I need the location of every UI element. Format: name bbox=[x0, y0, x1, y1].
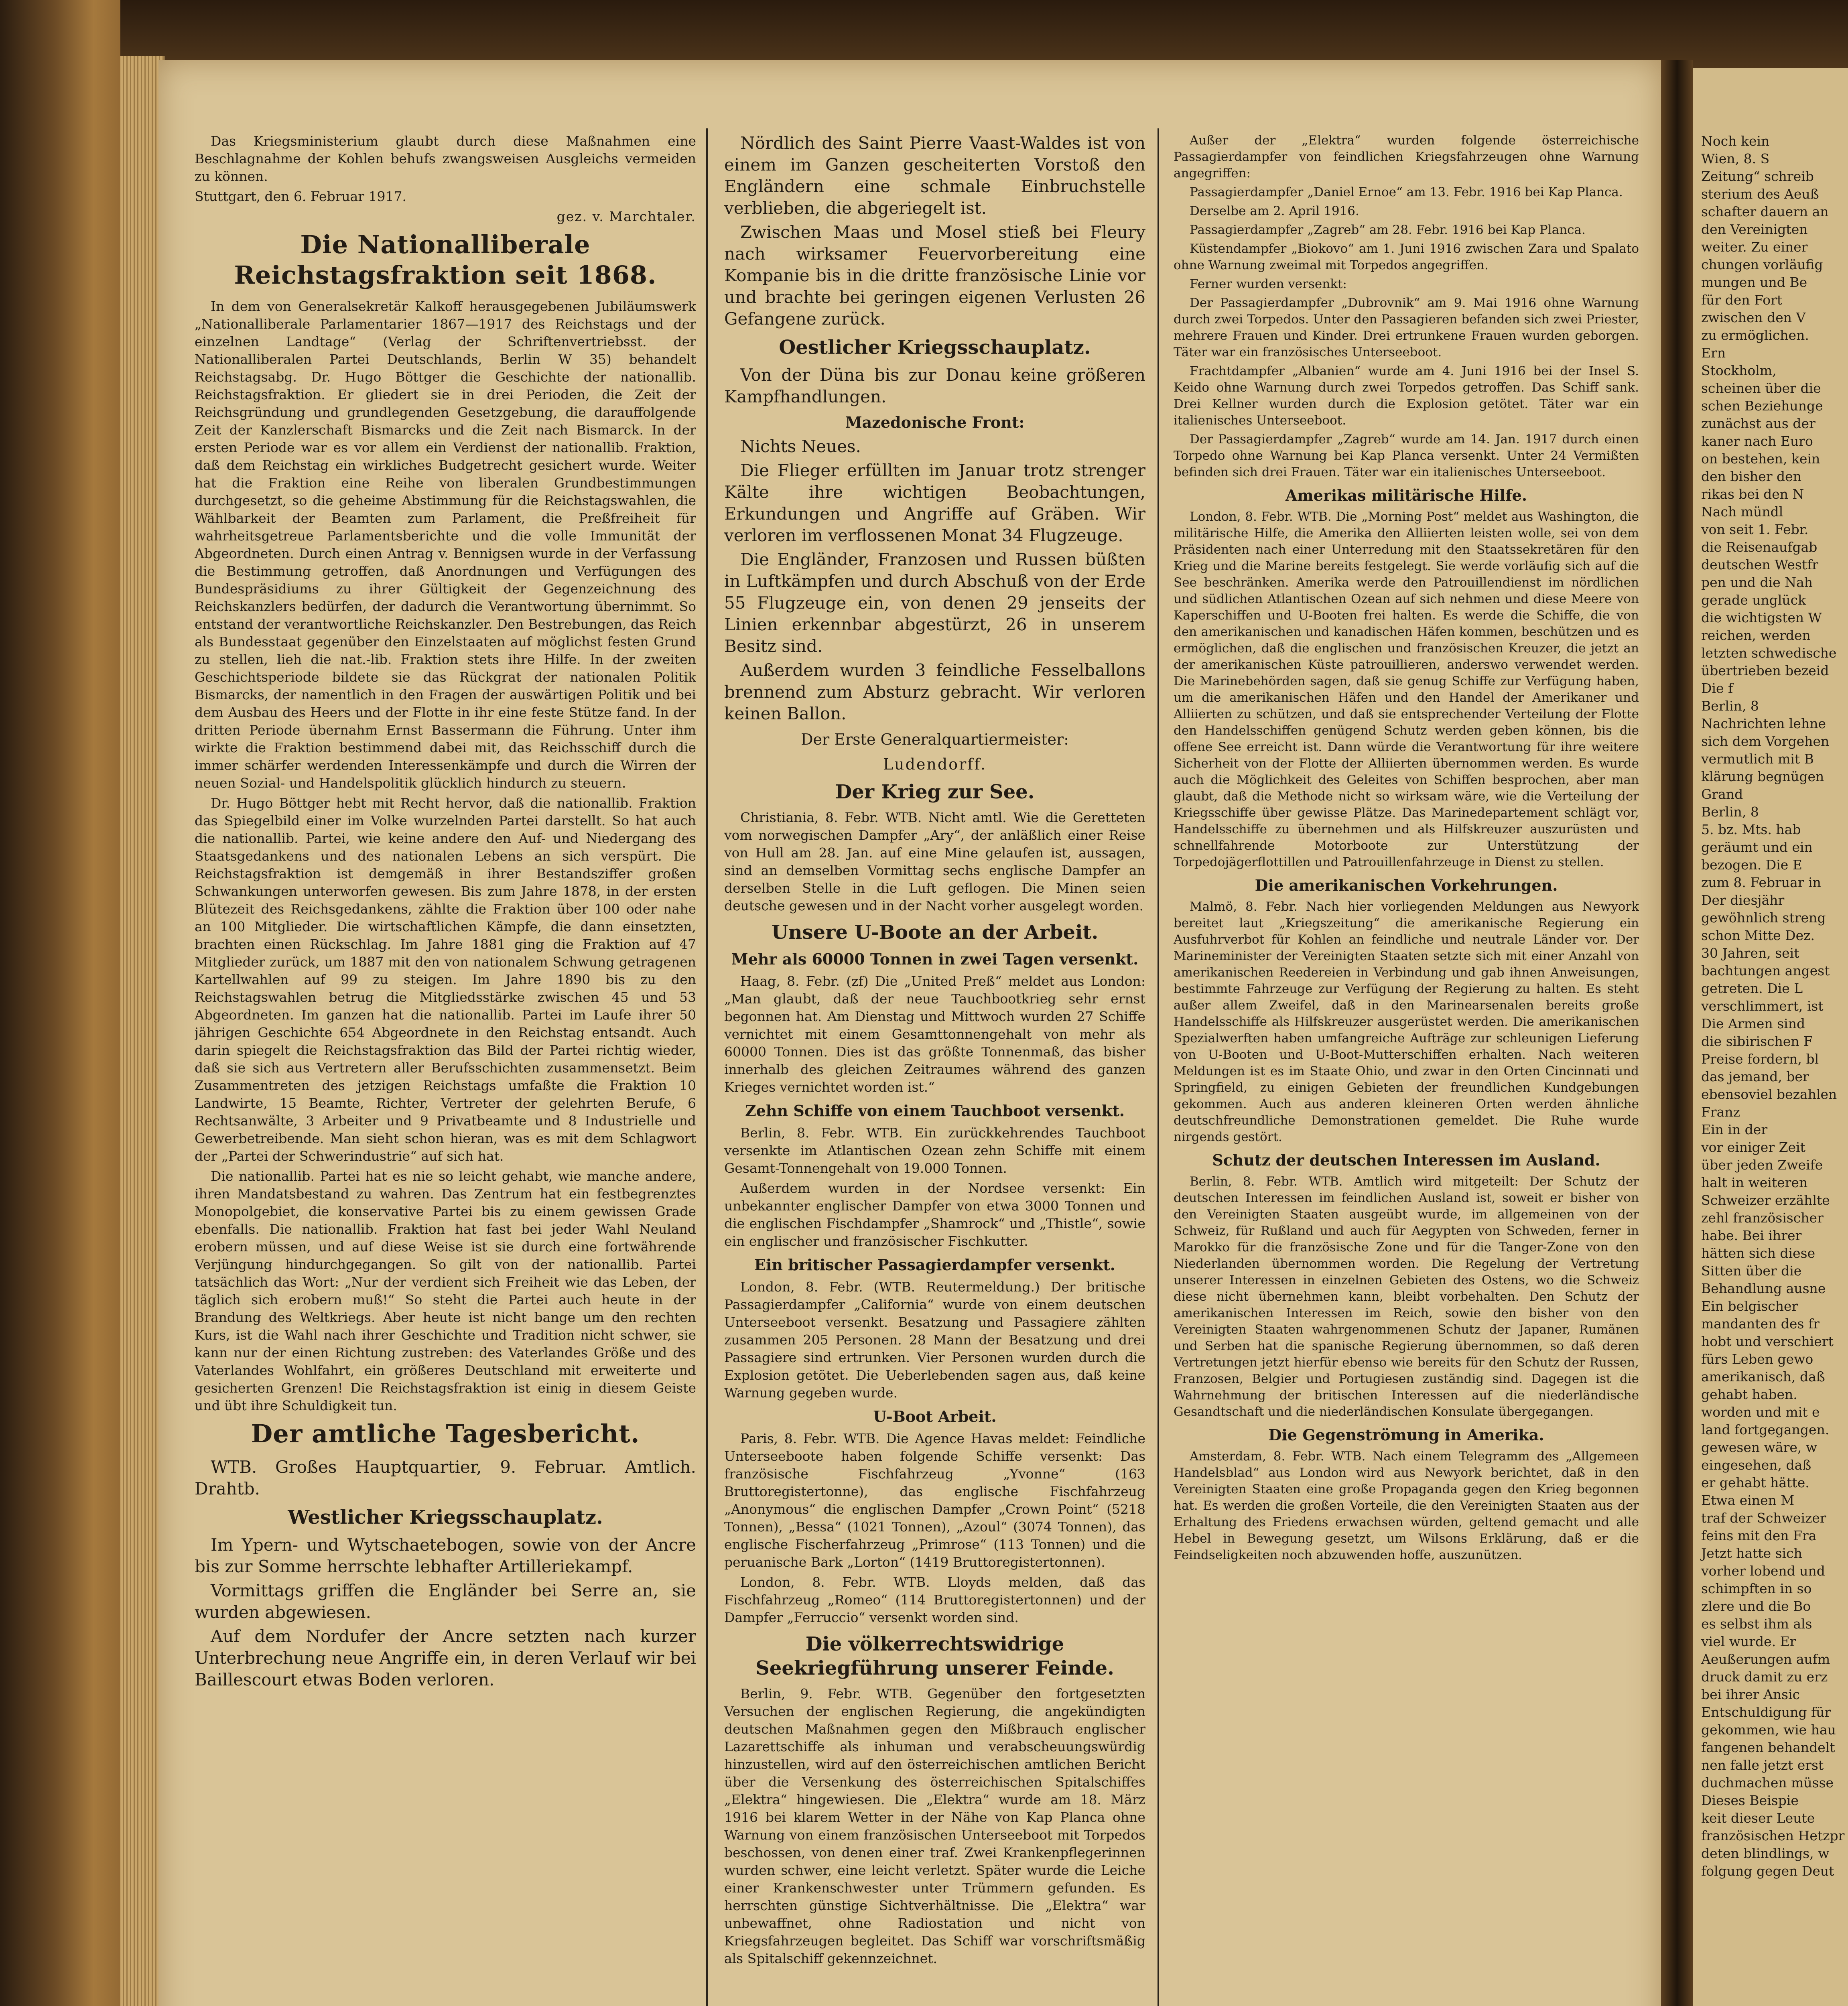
passenger-intro: Außer der „Elektra“ wurden folgende österreichische Passagierdampfer von feindlichen Kriegsfahrzeugen ohne Warnung angegriffen: bbox=[1174, 133, 1639, 181]
uboot-arbeit-paragraph: Paris, 8. Febr. WTB. Die Agence Havas meldet: Feindliche Unterseeboote haben folgende Schiffe versenkt: Das französische Fischfahrzeug „Yvonne“ (163 Bruttoregistertonne), das englische Fischfahrzeug „Anonymous“ die englischen Dampfer „Crown Point“ (5218 Tonnen), „Bessa“ (1021 Tonnen), „Azoul“ (3074 Tonnen), das englische Fischerfahrzeug „Primrose“ (113 Tonnen) und die peruanische Bark „Lorton“ (1419 Bruttoregistertonnen). bbox=[724, 1431, 1145, 1570]
west-front-title: Westlicher Kriegsschauplatz. bbox=[288, 1506, 603, 1529]
facing-page-line: die wichtigsten W bbox=[1701, 610, 1822, 625]
zehn-schiffe-paragraph-2: Außerdem wurden in der Nordsee versenkt: Ein unbekannter englischer Dampfer von etwa 3000 Tonnen und die englischen Fischdampfer „Shamrock“ und „Thistle“, sowie ein englischer und französischer Fischkutter. bbox=[724, 1180, 1145, 1249]
report-paragraph: Zwischen Maas und Mosel stieß bei Fleury nach wirksamer Feuervorbereitung eine Kompanie bis in die dritte französische Linie vor und brachte bei geringen eigenen Verlusten 26 Gefangene zurück. bbox=[724, 222, 1145, 329]
facing-page-line: es selbst ihm als bbox=[1701, 1616, 1812, 1632]
signature: gez. v. Marchtaler. bbox=[556, 209, 696, 224]
facing-page-line: Nach mündl bbox=[1701, 504, 1783, 520]
intro-paragraph: Das Kriegsministerium glaubt durch diese Maßnahmen eine Beschlagnahme der Kohlen behufs zwangsweisen Ausgleichs vermeiden zu können. bbox=[195, 133, 696, 184]
uboot-subtitle: Mehr als 60000 Tonnen in zwei Tagen versenkt. bbox=[731, 950, 1139, 968]
facing-page-line: hobt und verschiert bbox=[1701, 1334, 1834, 1349]
west-paragraph: Vormittags griffen die Engländer bei Serre an, sie wurden abgewiesen. bbox=[195, 1581, 696, 1622]
facing-page-line: Nachrichten lehne bbox=[1701, 716, 1826, 731]
facing-page-line: schimpften in so bbox=[1701, 1581, 1812, 1596]
facing-page-line: fürs Leben gewo bbox=[1701, 1351, 1813, 1367]
facing-page-line: geräumt und ein bbox=[1701, 839, 1813, 855]
facing-page-line: französischen Hetzpr bbox=[1701, 1828, 1845, 1844]
column-1 bbox=[195, 132, 696, 2006]
facing-page-line: Der diesjähr bbox=[1701, 892, 1785, 908]
facing-page-line: er gehabt hätte. bbox=[1701, 1475, 1809, 1490]
sea-war-title: Der Krieg zur See. bbox=[835, 781, 1035, 803]
passenger-list-item: Der Passagierdampfer „Zagreb“ wurde am 14. Jan. 1917 durch einen Torpedo ohne Warnung bei Kap Planca versenkt. Unter 24 Vermißten befinden sich drei Frauen. Täter war ein italienisches Unterseeboot. bbox=[1174, 432, 1639, 479]
facing-page-line: vor einiger Zeit bbox=[1701, 1139, 1805, 1155]
facing-page-line: zehl französischer bbox=[1701, 1210, 1824, 1226]
facing-page-line: 5. bz. Mts. hab bbox=[1701, 822, 1801, 837]
america-preparations-title: Die amerikanischen Vorkehrungen. bbox=[1255, 876, 1558, 894]
facing-page-line: verschlimmert, ist bbox=[1701, 998, 1824, 1014]
british-steamer-title: Ein britischer Passagierdampfer versenkt. bbox=[754, 1256, 1115, 1274]
facing-page-line: von seit 1. Febr. bbox=[1701, 522, 1809, 537]
facing-page-line: Wien, 8. S bbox=[1701, 151, 1770, 166]
facing-page-line: Franz bbox=[1701, 1104, 1740, 1120]
facing-page-line: bachtungen angest bbox=[1701, 963, 1830, 979]
facing-page-line: Entschuldigung für bbox=[1701, 1704, 1831, 1720]
quartermaster-title: Der Erste Generalquartiermeister: bbox=[801, 731, 1069, 748]
facing-page-line: klärung begnügen bbox=[1701, 769, 1824, 784]
facing-page-line: für den Fort bbox=[1701, 292, 1783, 308]
macedonian-paragraph: Nichts Neues. bbox=[740, 437, 861, 456]
voelkerrecht-title: Die völkerrechtswidrige Seekriegführung unserer Feinde. bbox=[755, 1633, 1114, 1679]
zehn-schiffe-paragraph: Berlin, 8. Febr. WTB. Ein zurückkehrendes Tauchboot versenkte im Atlantischen Ozean zehn Schiffe mit einem Gesamt-Tonnengehalt von 19.000 Tonnen. bbox=[724, 1125, 1145, 1176]
east-front-title: Oestlicher Kriegsschauplatz. bbox=[779, 336, 1091, 359]
facing-page-line: schafter dauern an bbox=[1701, 204, 1829, 219]
america-preparations-paragraph: Malmö, 8. Febr. Nach hier vorliegenden Meldungen aus Newyork bereitet laut „Kriegszeitung“ die amerikanische Regierung ein Ausfuhrverbot für Kohlen an feindliche und neutrale Länder vor. Der Marineminister der Vereinigten Staaten setzte sich mit einer Anzahl von amerikanischen Reedereien in Verbindung und gab ihnen Anweisungen, bestimmte Fahrzeuge zur Verfügung der Regierung zu halten. Es steht außer allem Zweifel, daß in den Marinearsenalen bereits große Handelsschiffe als Hilfskreuzer ausgerüstet werden. Die amerikanischen Spezialwerften haben umfangreiche Aufträge zur schleunigen Lieferung von U-Booten und U-Boot-Mutterschiffen erhalten. Nach weiteren Meldungen ist es im Staate Ohio, und zwar in den Orten Cincinnati und Springfield, zu einigen Gebieten der freundlichen Kundgebungen gekommen. Auch aus anderen kleineren Orten werden ähnliche deutschfreundliche Demonstrationen gemeldet. Die Ruhe wurde nirgends gestört. bbox=[1174, 899, 1639, 1144]
passenger-list-item: Passagierdampfer „Zagreb“ am 28. Febr. 1916 bei Kap Planca. bbox=[1190, 223, 1586, 237]
facing-page-line: sich dem Vorgehen bbox=[1701, 733, 1830, 749]
column-rule-2 bbox=[1158, 128, 1159, 2006]
report-title: Der amtliche Tagesbericht. bbox=[251, 1419, 640, 1448]
facing-page-line: den Vereinigten bbox=[1701, 221, 1808, 237]
report-paragraph: Die Flieger erfüllten im Januar trotz strenger Kälte ihre wichtigen Beobachtungen, Erkundungen und Angriffe auf Gräben. Wir verloren im verflossenen Monat 34 Flugzeuge. bbox=[724, 461, 1145, 545]
facing-page-line: on bestehen, kein bbox=[1701, 451, 1820, 467]
west-paragraph: Im Ypern- und Wytschaetebogen, sowie von der Ancre bis zur Somme herrschte lebhafter Artilleriekampf. bbox=[195, 1535, 696, 1576]
facing-page-line: worden und mit e bbox=[1701, 1404, 1820, 1420]
facing-page-line: vermutlich mit B bbox=[1701, 751, 1814, 767]
uboot-arbeit-paragraph-2: London, 8. Febr. WTB. Lloyds melden, daß das Fischfahrzeug „Romeo“ (114 Bruttoregistertonnen) und der Dampfer „Ferruccio“ versenkt worden sind. bbox=[724, 1574, 1145, 1625]
facing-page-line: Berlin, 8 bbox=[1701, 698, 1759, 714]
facing-page-line: bezogen. Die E bbox=[1701, 857, 1802, 873]
article-paragraph: Die nationallib. Partei hat es nie so leicht gehabt, wie manche andere, ihren Mandatsbestand zu wahren. Das Zentrum hat ein festbegrenztes Monopolgebiet, die konservative Partei bis zu einem gewissen Grade ebenfalls. Die nationallib. Fraktion hat fast bei jeder Wahl Neuland erobern müssen, und auf diese Weise ist sie durch eine fortwährende Verjüngung hindurchgegangen. So gilt von der nationallib. Partei tatsächlich das Wort: „Nur der verdient sich Freiheit wie das Leben, der täglich sich erobern muß!“ So steht die Partei auch heute in der Brandung des Weltkriegs. Aber heute ist nicht bange um den rechten Kurs, ist die Wahl nach ihrer Geschichte und Tradition nicht schwer, sie kann nur der einen Richtung zustreben: des Vaterlandes Größe und des Vaterlandes Wohlfahrt, ein größeres Deutschland mit erweiterte und gesicherten Grenzen! Die Reichstagsfraktion ist einig in diesem Geiste und übt ihre Schuldigkeit tun. bbox=[195, 1168, 696, 1413]
facing-page-line: Sitten über die bbox=[1701, 1263, 1802, 1279]
counter-current-paragraph: Amsterdam, 8. Febr. WTB. Nach einem Telegramm des „Allgemeen Handelsblad“ aus London wird aus Newyork berichtet, daß in den Vereinigten Staaten eine große Propaganda gegen den Krieg begonnen hat. Es werden die großen Vorteile, die den Vereinigten Staaten aus der Erhaltung des Friedens erwachsen würden, geltend gemacht und alle Hebel in Bewegung gesetzt, um Wilsons Erklärung, daß er die Feindseligkeiten noch abzuwenden hoffe, auszunützen. bbox=[1174, 1449, 1639, 1562]
passenger-list-item: Küstendampfer „Biokovo“ am 1. Juni 1916 zwischen Zara und Spalato ohne Warnung zweimal mit Torpedos angegriffen. bbox=[1174, 242, 1639, 272]
german-interests-paragraph: Berlin, 8. Febr. WTB. Amtlich wird mitgeteilt: Der Schutz der deutschen Interessen im feindlichen Ausland ist, soweit er bisher von den Vereinigten Staaten ausgeübt wurde, im allgemeinen von der Schweiz, für Rußland und auch für Aegypten von Schweden, ferner in Marokko für die französische Zone und für die Tanger-Zone von den Niederlanden übernommen worden. Die Regelung der Vertretung unserer Interessen in einzelnen Gebieten des Ostens, wo die Schweiz diese nicht übernehmen kann, bleibt vorbehalten. Den Schutz der amerikanischen Interessen im Reich, sowie den bisher von den Vereinigten Staaten wahrgenommenen Schutz der Japaner, Rumänen und Serben hat die spanische Regierung übernommen, so daß deren Vertretungen jetzt hierfür ebenso wie bereits für den Schutz der Russen, Franzosen, Belgier und Portugiesen zuständig sind. Dagegen ist die Wahrnehmung der britischen Interessen auf die niederländische Gesandtschaft und die niederländischen Konsulate übergegangen. bbox=[1174, 1174, 1639, 1419]
facing-page-column bbox=[1701, 132, 1848, 1880]
america-military-paragraph: London, 8. Febr. WTB. Die „Morning Post“ meldet aus Washington, die militärische Hilfe, die Amerika den Alliierten leisten wolle, sei von dem Präsidenten nach einer Unterredung mit den Staatssekretären für den Krieg und die Marine bereits festgelegt. Sie werde vorläufig sich auf die See beschränken. Amerika werde den Patrouillendienst im nördlichen und südlichen Atlantischen Ozean auf sich nehmen und diese Meere von Kaperschiffen und U-Booten frei halten. Es werde die Schiffe, die von den amerikanischen und kanadischen Häfen kommen, beschützen und es ermöglichen, daß die englischen und französischen Kreuzer, die jetzt an der amerikanischen Küste patrouillieren, anderswo verwendet werden. Die Marinebehörden sagen, daß sie genug Schiffe zur Verfügung haben, um die amerikanischen Häfen und den Handel der Amerikaner und Alliierten zu schützen, und daß sie entsprechender Verteilung der Flotte den Handelsschiffen genügend Schutz werden geben können, bis die offene See erreicht ist. Dann würde die Verantwortung für ihre weitere Sicherheit von der Flotte der Alliierten übernommen werden. Es wurde auch die Möglichkeit des Geleites von Schiffen besprochen, aber man glaubt, daß die Methode nicht so wirksam wäre, wie die Verteilung der Kriegsschiffe über gewisse Plätze. Das Marinedepartement schlägt vor, Handelsschiffe zu übernehmen und als Hilfskreuzer auszurüsten und schnellfahrende Motorboote zur Unterstützung der Torpedojägerflottillen und Patrouillenfahrzeuge in Dienst zu stellen. bbox=[1174, 510, 1639, 869]
facing-page-line: Ein in der bbox=[1701, 1122, 1768, 1137]
sea-war-paragraph: Christiania, 8. Febr. WTB. Nicht amtl. Wie die Geretteten vom norwegischen Dampfer „Ary“, der anläßlich einer Reise von Hull am 28. Jan. auf eine Mine gelaufen ist, aussagen, sind an demselben Vormittag sechs englische Dampfer an derselben Stelle in die Luft geflogen. Die Minen seien deutsche gewesen und in der Nacht vorher ausgelegt worden. bbox=[724, 810, 1145, 914]
article-paragraph: Dr. Hugo Böttger hebt mit Recht hervor, daß die nationallib. Fraktion das Spiegelbild einer im Volke wurzelnden Partei darstellt. So hat auch die nationallib. Partei, wie keine andere den Auf- und Niedergang des Staatsgedankens und des nationalen Lebens an sich verspürt. Die Reichstagsfraktion ist demgemäß in ihrer Bestandsziffer großen Schwankungen unterworfen gewesen. Bis zum Jahre 1878, in der ersten Blütezeit des Reichsgedankens, zählte die Fraktion über 100 oder nahe an 100 Mitglieder. Die wirtschaftlichen Kämpfe, die dann einsetzten, brachten einen Rückschlag. Im Jahre 1881 ging die Fraktion auf 47 Mitglieder zurück, um 1887 mit den von nationalem Schwung getragenen Kartellwahlen auf 99 zu steigen. Im Jahre 1890 bis zu den Reichstagswahlen betrug die Mitgliedsstärke zwischen 45 und 53 Abgeordneten. Im ganzen hat die nationallib. Partei im Laufe ihrer 50 jährigen Geschichte 654 Abgeordnete in den Reichstag entsandt. Auch darin spiegelt die Reichstagsfraktion das Bild der Partei richtig wieder, daß sie sich aus Vertretern aller Berufsschichten zusammensetzt. Beim Zusammentreten des jetzigen Reichstags umfaßte die Fraktion 10 Landwirte, 15 Beamte, Richter, Vertreter der gelehrten Berufe, 6 Rechtsanwälte, 3 Arbeiter und 9 Privatbeamte und 8 Industrielle und Gewerbetreibende. Man sieht schon hieran, was es mit dem Schlagwort der „Partei der Schwerindustrie“ auf sich hat. bbox=[195, 795, 696, 1164]
passenger-list-item: Der Passagierdampfer „Dubrovnik“ am 9. Mai 1916 ohne Warnung durch zwei Torpedos. Unter den Passagieren befanden sich zwei Priester, mehrere Frauen und Kinder. Drei ertrunkene Frauen wurden geborgen. Täter war ein französisches Unterseeboot. bbox=[1174, 296, 1639, 359]
passenger-list-item: Frachtdampfer „Albanien“ wurde am 4. Juni 1916 bei der Insel S. Keido ohne Warnung durch zwei Torpedos getroffen. Das Schiff sank. Drei Kellner wurden durch die Explosion getötet. Täter war ein italienisches Unterseeboot. bbox=[1174, 364, 1639, 428]
facing-page-line: Preise fordern, bl bbox=[1701, 1051, 1819, 1067]
facing-page-line: schon Mitte Dez. bbox=[1701, 928, 1815, 943]
quartermaster-name: Ludendorff. bbox=[883, 755, 987, 773]
facing-page-line: mungen und Be bbox=[1701, 274, 1807, 290]
facing-page-line: übertrieben bezeid bbox=[1701, 663, 1829, 678]
facing-page-line: den bisher den bbox=[1701, 469, 1801, 484]
facing-page-line: nen falle jetzt erst bbox=[1701, 1757, 1824, 1773]
uboot-arbeit-title: U-Boot Arbeit. bbox=[873, 1407, 997, 1425]
facing-page-line: Stockholm, bbox=[1701, 363, 1777, 378]
article-title-nationalliberale: Die Nationalliberale Reichstagsfraktion seit 1868. bbox=[234, 230, 657, 290]
facing-page-line: ebensoviel bezahlen bbox=[1701, 1086, 1837, 1102]
facing-page-line: keit dieser Leute bbox=[1701, 1810, 1815, 1826]
east-paragraph: Von der Düna bis zur Donau keine größeren Kampfhandlungen. bbox=[724, 365, 1145, 406]
uboot-paragraph: Haag, 8. Febr. (zf) Die „United Preß“ meldet aus London: „Man glaubt, daß der neue Tauchbootkrieg sehr ernst begonnen hat. Am Dienstag und Mittwoch wurden 27 Schiffe vernichtet mit einem Gesamttonnengehalt von mehr als 60000 Tonnen. Dies ist das größte Tonnenmaß, das bisher innerhalb des gleichen Zeitraumes während des ganzen Krieges vernichtet worden ist.“ bbox=[724, 973, 1145, 1095]
report-lead: WTB. Großes Hauptquartier, 9. Februar. Amtlich. Drahtb. bbox=[195, 1457, 696, 1498]
facing-page-line: gehabt haben. bbox=[1701, 1387, 1797, 1402]
facing-page-line: gekommen, wie hau bbox=[1701, 1722, 1836, 1738]
passenger-list-item: Ferner wurden versenkt: bbox=[1190, 277, 1347, 291]
facing-page-line: Die Armen sind bbox=[1701, 1016, 1805, 1031]
facing-page-line: halt in weiteren bbox=[1701, 1175, 1808, 1190]
facing-page-line: kaner nach Euro bbox=[1701, 433, 1813, 449]
dateline: Stuttgart, den 6. Februar 1917. bbox=[195, 189, 407, 204]
book-gutter bbox=[1661, 60, 1693, 2006]
facing-page-line: zunächst aus der bbox=[1701, 416, 1816, 431]
facing-page-line: amerikanisch, daß bbox=[1701, 1369, 1825, 1385]
facing-page-line: gerade unglück bbox=[1701, 592, 1806, 608]
facing-page-line: scheinen über die bbox=[1701, 380, 1821, 396]
facing-page-line: Ern bbox=[1701, 345, 1726, 361]
facing-page-line: Etwa einen M bbox=[1701, 1492, 1795, 1508]
british-steamer-paragraph: London, 8. Febr. (WTB. Reutermeldung.) Der britische Passagierdampfer „California“ wurde von einem deutschen Unterseeboot versenkt. Besatzung und Passagiere zählten zusammen 205 Personen. 28 Mann der Besatzung und drei Passagiere sind ertrunken. Vier Personen wurden durch die Explosion getötet. Die Ueberlebenden sagen aus, daß keine Warnung gegeben wurde. bbox=[724, 1279, 1145, 1401]
facing-page-line: zu ermöglichen. bbox=[1701, 327, 1809, 343]
facing-page-line: zum 8. Februar in bbox=[1701, 875, 1821, 890]
facing-page-line: Ein belgischer bbox=[1701, 1298, 1798, 1314]
report-paragraph: Nördlich des Saint Pierre Vaast-Waldes ist von einem im Ganzen gescheiterten Vorstoß den Engländern eine schmale Einbruchstelle verblieben, die abgeriegelt ist. bbox=[724, 133, 1145, 218]
macedonian-front-title: Mazedonische Front: bbox=[845, 413, 1025, 431]
facing-page-line: Zeitung“ schreib bbox=[1701, 169, 1814, 184]
facing-page-line: Behandlung ausne bbox=[1701, 1281, 1826, 1296]
facing-page-line: deten blindlings, w bbox=[1701, 1846, 1830, 1861]
passenger-list-item: Passagierdampfer „Daniel Ernoe“ am 13. Febr. 1916 bei Kap Planca. bbox=[1190, 185, 1623, 199]
facing-page bbox=[1693, 68, 1848, 2006]
counter-current-title: Die Gegenströmung in Amerika. bbox=[1268, 1426, 1544, 1444]
facing-page-line: Dieses Beispie bbox=[1701, 1793, 1799, 1808]
facing-page-line: Schweizer erzählte bbox=[1701, 1192, 1830, 1208]
facing-page-line: zwischen den V bbox=[1701, 310, 1806, 325]
facing-page-line: vorher lobend und bbox=[1701, 1563, 1825, 1579]
facing-page-line: die Reisenaufgab bbox=[1701, 539, 1818, 555]
facing-page-line: eingesehen, daß bbox=[1701, 1457, 1811, 1473]
report-paragraph: Die Engländer, Franzosen und Russen büßten in Luftkämpfen und durch Abschuß von der Erde 55 Flugzeuge ein, von denen 29 jenseits der Linien erkennbar abgestürzt, 26 in unserem Besitz sind. bbox=[724, 550, 1145, 656]
facing-page-line: viel wurde. Er bbox=[1701, 1634, 1796, 1649]
facing-page-line: land fortgegangen. bbox=[1701, 1422, 1830, 1437]
page-stack-edges bbox=[120, 56, 164, 2006]
facing-page-line: weiter. Zu einer bbox=[1701, 239, 1808, 255]
column-rule-1 bbox=[706, 128, 708, 2006]
facing-page-line: reichen, werden bbox=[1701, 627, 1811, 643]
facing-page-line: deutschen Westfr bbox=[1701, 557, 1819, 573]
facing-page-line: folgung gegen Deut bbox=[1701, 1863, 1834, 1879]
column-3 bbox=[1174, 132, 1639, 2006]
facing-page-line: bei ihrer Ansic bbox=[1701, 1687, 1800, 1702]
zehn-schiffe-title: Zehn Schiffe von einem Tauchboot versenkt. bbox=[745, 1102, 1125, 1120]
facing-page-line: chungen vorläufig bbox=[1701, 257, 1823, 272]
facing-page-line: Grand bbox=[1701, 786, 1743, 802]
america-military-title: Amerikas militärische Hilfe. bbox=[1285, 486, 1527, 504]
facing-page-line: Die f bbox=[1701, 680, 1733, 696]
facing-page-line: die sibirischen F bbox=[1701, 1033, 1813, 1049]
facing-page-line: Noch kein bbox=[1701, 133, 1770, 149]
report-paragraph: Außerdem wurden 3 feindliche Fesselballons brennend zum Absturz gebracht. Wir verloren keinen Ballon. bbox=[724, 660, 1145, 723]
facing-page-line: druck damit zu erz bbox=[1701, 1669, 1828, 1685]
facing-page-line: duchmachen müsse bbox=[1701, 1775, 1834, 1791]
column-2 bbox=[724, 132, 1145, 2006]
facing-page-line: Jetzt hatte sich bbox=[1701, 1545, 1802, 1561]
facing-page-line: getreten. Die L bbox=[1701, 981, 1803, 996]
facing-page-line: sterium des Aeuß bbox=[1701, 186, 1819, 202]
facing-page-line: gewöhnlich streng bbox=[1701, 910, 1826, 926]
german-interests-title: Schutz der deutschen Interessen im Ausland. bbox=[1212, 1151, 1600, 1169]
facing-page-line: fangenen behandelt bbox=[1701, 1740, 1835, 1755]
newspaper-page bbox=[158, 60, 1661, 2006]
facing-page-line: das jemand, ber bbox=[1701, 1069, 1809, 1084]
facing-page-line: Berlin, 8 bbox=[1701, 804, 1759, 820]
facing-page-line: schen Beziehunge bbox=[1701, 398, 1823, 414]
passenger-list-item: Derselbe am 2. April 1916. bbox=[1190, 204, 1359, 218]
facing-page-line: 30 Jahren, seit bbox=[1701, 945, 1799, 961]
west-paragraph: Auf dem Nordufer der Ancre setzten nach kurzer Unterbrechung neue Angriffe ein, in deren Verlauf wir bei Baillescourt etwas Boden verloren. bbox=[195, 1626, 696, 1689]
uboot-title: Unsere U-Boote an der Arbeit. bbox=[771, 921, 1099, 944]
facing-page-line: Aeußerungen aufm bbox=[1701, 1651, 1830, 1667]
facing-page-line: habe. Bei ihrer bbox=[1701, 1228, 1802, 1243]
facing-page-line: hätten sich diese bbox=[1701, 1245, 1816, 1261]
facing-page-line: traf der Schweizer bbox=[1701, 1510, 1826, 1526]
facing-page-line: letzten schwedische bbox=[1701, 645, 1837, 661]
article-paragraph: In dem von Generalsekretär Kalkoff herausgegebenen Jubiläumswerk „Nationalliberale Parlamentarier 1867—1917 des Reichstags und der einzelnen Landtage“ (Verlag der Schriftenvertriebsst. der Nationalliberalen Partei Deutschlands, Berlin W 35) behandelt Reichstagsabg. Dr. Hugo Böttger die Geschichte der nationallib. Reichstagsfraktion. Er gliedert sie in drei Perioden, die Zeit der Reichsgründung und grundlegenden Gesetzgebung, die darauffolgende Zeit der Kanzlerschaft Bismarcks und die Zeit nach Bismarck. In der ersten Periode war es vor allem ein Verdienst der nationallib. Fraktion, daß dem Reichstag ein wirkliches Budgetrecht gesichert wurde. Weiter hat die Fraktion eine Reihe von liberalen Grundbestimmungen durchgesetzt, so die geheime Abstimmung für die Reichstagswahlen, die Wählbarkeit der Beamten zum Parlament, die Preßfreiheit für wahrheitsgetreue Parlamentsberichte und die volle Immunität der Abgeordneten. Durch einen Antrag v. Bennigsen wurde in der Verfassung die Bestimmung getroffen, daß Anordnungen und Verfügungen des Bundespräsidiums zu ihrer Gültigkeit der Gegenzeichnung des Reichskanzlers bedürfen, der dadurch die Verantwortung übernimmt. So entstand der verantwortliche Reichskanzler. Den Bestrebungen, das Reich als Bundesstaat gegenüber den Einzelstaaten auf möglichst festen Grund zu stellen, lieh die nat.-lib. Fraktion stets ihre Hilfe. In der zweiten Geschichtsperiode bildete sie das Rückgrat der nationalen Politik Bismarcks, der namentlich in den Fragen der auswärtigen Politik und bei dem Ausbau des Heers und der Flotte in ihr eine feste Stütze fand. In der dritten Periode übernahm Ernst Bassermann die Führung. Unter ihm wirkte die Fraktion bestimmend dabei mit, das Reichsschiff durch die immer schärfer werdenden Interessenkämpfe und durch die Wirren der neuen Sozial- und Handelspolitik glücklich hindurch zu steuern. bbox=[195, 298, 696, 791]
facing-page-line: zlere und die Bo bbox=[1701, 1598, 1811, 1614]
binding-top-edge bbox=[120, 0, 1848, 70]
facing-page-line: mandanten des fr bbox=[1701, 1316, 1820, 1332]
voelkerrecht-paragraph: Berlin, 9. Febr. WTB. Gegenüber den fortgesetzten Versuchen der englischen Regierung, die angekündigten deutschen Maßnahmen gegen den Mißbrauch englischer Lazarettschiffe als inhuman und verabscheuungswürdig hinzustellen, wird auf den österreichischen amtlichen Bericht über die Versenkung des österreichischen Spitalschiffes „Elektra“ hingewiesen. Die „Elektra“ wurde am 18. März 1916 bei klarem Wetter in der Nähe von Kap Planca ohne Warnung von einem französischen Unterseeboot mit Torpedos beschossen, von denen einer traf. Zwei Krankenpflegerinnen wurden schwer, eine leicht verletzt. Später wurde die Leiche einer Krankenschwester unter Trümmern gefunden. Es herrschten günstige Sichtverhältnisse. Die „Elektra“ war unbewaffnet, ohne Radiostation und nicht von Kriegsfahrzeugen begleitet. Das Schiff war vorschriftsmäßig als Spitalschiff gekennzeichnet. bbox=[724, 1686, 1145, 1966]
facing-page-line: gewesen wäre, w bbox=[1701, 1440, 1818, 1455]
facing-page-line: über jeden Zweife bbox=[1701, 1157, 1823, 1173]
facing-page-line: feins mit den Fra bbox=[1701, 1528, 1817, 1543]
facing-page-line: pen und die Nah bbox=[1701, 575, 1813, 590]
facing-page-line: rikas bei den N bbox=[1701, 486, 1804, 502]
